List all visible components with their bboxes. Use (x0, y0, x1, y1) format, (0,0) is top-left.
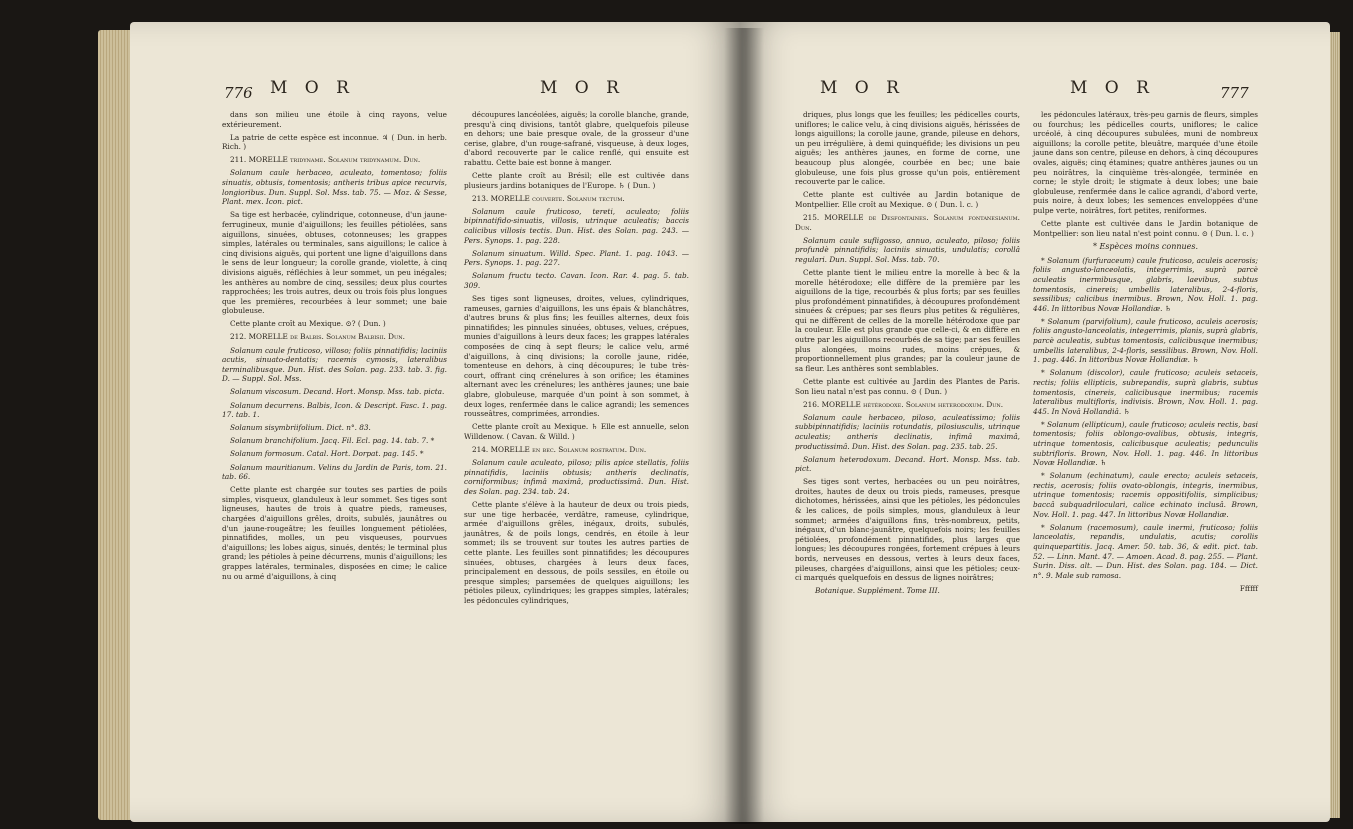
running-head-left-2: M O R (540, 78, 625, 98)
page-edges-right (1330, 32, 1340, 818)
right-column-2 (1033, 110, 1258, 597)
left-page (130, 22, 740, 822)
synonym: Solanum sinuatum. Willd. Spec. Plant. 1. pag. 1043. — Pers. Synops. 1. pag. 227. (464, 248, 689, 268)
right-page (740, 22, 1330, 822)
species-heading: 216. MORELLE hétérodoxe. Solanum heterodoxum. Dun. (803, 399, 1004, 409)
species-note: * Solanum (furfuraceum) caule fruticoso, aculeis acerosis; foliis angusto-lanceolatis, integerrimis, suprà parcè aculeatis inermibusque, glabris, laevibus, subtus tomentosis, cinereis; umbellis lateralibus, 2-4-floris, sessilibus; calicibus inermibus. Brown, Nov. Holl. 1. pag. 446. In littoribus Novæ Hollandiæ. ♄ (1033, 255, 1258, 313)
species-note: * Solanum (discolor), caule fruticoso; aculeis setaceis, rectis; foliis ellipticis, subrepandis, suprà glabris, subtus tomentosis, cinereis, calicibusque inermibus; racemis lateralibus multifloris, indivisis. Brown, Nov. Holl. 1. pag. 445. In Novâ Hollandiâ. ♄ (1033, 368, 1258, 416)
paragraph: découpures lancéolées, aiguës; la corolle blanche, grande, presqu'à cinq divisions, tantôt glabre, quelquefois pileuse en dehors; une baie presque ovale, de la grosseur d'une cerise, glabre, d'un rouge-safrané, visqueuse, à deux loges, d'abord recouverte par le calice renflé, qui ensuite est rabattu. Cette baie est bonne à manger. (464, 110, 689, 167)
paragraph: Cette plante est cultivée au Jardin des Plantes de Paris. Son lieu natal n'est pas connu. ⊙ ( Dun. ) (795, 376, 1020, 396)
paragraph: Cette plante croît au Mexique. ⊙? ( Dun. ) (230, 319, 386, 329)
synonym: Solanum caule aculeato, piloso; pilis apice stellatis, foliis pinnatifidis, laciniis obtusis; antheris declinatis, corniformibus; infimâ maximâ, productissimâ. Dun. Hist. des Solan. pag. 234. tab. 24. (464, 458, 689, 496)
species-note: * Solanum (ellipticum), caule fruticoso; aculeis rectis, basi tomentosis; foliis oblongo-ovalibus, obtusis, integris, utrinque tomentosis, calicibusque aculeatis; pedunculis subtrifloris. Brown, Nov. Holl. 1. pag. 446. In littoribus Novæ Hollandiæ. ♄ (1033, 419, 1258, 468)
paragraph: Cette plante croît au Brésil; elle est cultivée dans plusieurs jardins botaniques de l'Europe. ♄ ( Dun. ) (464, 171, 689, 190)
paragraph: Ses tiges sont vertes, herbacées ou un peu noirâtres, droites, hautes de deux ou trois pieds, rameuses, presque dichotomes, hérissées, ainsi que les pétioles, les pédoncules & les calices, de poils simples, mous, glanduleux à leur sommet; armées d'aiguillons fins, très-nombreux, petits, inégaux, d'un blanc-jaunâtre, quelquefois noirs; les feuilles pétiolées, profondément pinnatifides, plus larges que longues; les découpures rongées, fortement crépues à leurs bords, nerveuses en dessous, vertes à leurs deux faces, pileuses, chargées d'aiguillons, ainsi que les pétioles; ceux-ci marqués quelquefois en dessus de lignes noirâtres; (795, 477, 1020, 583)
paragraph: Cette plante s'élève à la hauteur de deux ou trois pieds, sur une tige herbacée, verdâtre, rameuse, cylindrique, armée d'aiguillons grêles, inégaux, droits, subulés, jaunâtres, & de poils longs, cendrés, en étoile à leur sommet; ils se trouvent sur toutes les autres parties de cette plante. Les feuilles sont pinnatifides; les découpures sinuées, obtuses, chargées à leurs deux faces, principalement en dessous, de poils sessiles, en étoile ou presque simples; parsemées de quelques aiguillons; les pétioles pileux, cylindriques; les grappes simples, latérales; les pédoncules cylindriques, (464, 499, 689, 605)
synonym: Solanum formosum. Catal. Hort. Dorpat. pag. 145. * (230, 449, 424, 459)
left-column-2 (464, 110, 689, 609)
species-note: * Solanum (parvifolium), caule fruticoso, aculeis acerosis; foliis angusto-lanceolatis, integerrimis, planis, suprà glabris, parcè aculeatis, subtus tomentosis, calicibusque inermibus; umbellis lateralibus, 2-4-floris, sessilibus. Brown, Nov. Holl. 1. pag. 446. In littoribus Novæ Hollandiæ. ♄ (1033, 316, 1258, 365)
species-note: * Solanum (echinatum), caule erecto; aculeis setaceis, rectis, acerosis; foliis ovato-oblongis, integris, inermibus, utrinque tomentosis; racemis oppositifoliis, simplicibus; baccâ subquadriloculari, calice echinato inclusâ. Brown, Nov. Holl. 1. pag. 447. In littoribus Novæ Hollandiæ. (1033, 471, 1258, 519)
running-head-right-1: M O R (820, 78, 905, 98)
synonym: Solanum caule fruticoso, villoso; foliis pinnatifidis; laciniis acutis, sinuato-dentatis; racemis cymosis, lateralibus terminalibusque. Dun. Hist. des Solan. pag. 233. tab. 3. fig. D. — Suppl. Sol. Mss. (222, 345, 447, 384)
species-heading: 214. MORELLE en bec. Solanum rostratum. Dun. (472, 445, 647, 454)
section-heading: * Espèces moins connues. (1092, 242, 1199, 252)
page-number-left: 776 (224, 84, 253, 102)
paragraph: Ses tiges sont ligneuses, droites, velues, cylindriques, rameuses, garnies d'aiguillons, les uns épais & blanchâtres, d'autres bruns & plus fins; les feuilles alternes, deux fois pinnatifides; les pinnules sinuées, obtuses, velues, crépues, munies d'aiguillons à leurs deux faces; les grappes latérales composées de cinq à sept fleurs; le calice velu, armé d'aiguillons, à cinq divisions; la corolle jaune, ridée, tomenteuse en dehors, à cinq découpures; le tube très-court, offrant cinq crénelures à son orifice; les étamines alternant avec les crénelures; les anthères jaunes; une baie glabre, globuleuse, marquée d'un point à son sommet, à deux loges, renfermée dans le calice agrandi; les semences rousseâtres, comprimées, arrondies. (464, 294, 689, 419)
synonym: Solanum branchifolium. Jacq. Fil. Ecl. pag. 14. tab. 7. * (230, 436, 435, 446)
paragraph: La patrie de cette espèce est inconnue. ♃ ( Dun. in herb. Rich. ) (222, 132, 447, 152)
paragraph: Sa tige est herbacée, cylindrique, cotonneuse, d'un jaune-ferrugineux, munie d'aiguillons; les feuilles pétiolées, sans aiguillons, sinuées, obtuses, cotonneuses; les grappes simples, latérales ou terminales, sans aiguillons; le calice à cinq divisions aiguës, qui portent une ligne d'aiguillons dans le sens de leur longueur; la corolle grande, violette, à cinq divisions aiguës, réfléchies à leur sommet, un peu inégales; les anthères au nombre de cinq, sessiles; deux plus courtes rapprochées; les trois autres, deux ou trois fois plus longues que les premières, recourbées à leur sommet; une baie globuleuse. (222, 210, 447, 316)
species-heading: 213. MORELLE couverte. Solanum tectum. (472, 193, 625, 203)
running-head-right-2: M O R (1070, 78, 1155, 98)
synonym: Solanum heterodoxum. Decand. Hort. Monsp. Mss. tab. pict. (795, 454, 1020, 474)
synonym: Solanum sisymbriifolium. Dict. n°. 83. (230, 423, 371, 433)
open-book (40, 8, 1340, 824)
species-heading: 212. MORELLE de Balbis. Solanum Balbisii. Dun. (230, 332, 405, 342)
synonym: Solanum viscosum. Decand. Hort. Monsp. Mss. tab. picta. (230, 387, 445, 397)
paragraph: dans son milieu une étoile à cinq rayons, velue extérieurement. (222, 110, 447, 129)
page-footer: Botanique. Supplément. Tome III. (815, 586, 940, 596)
synonym: Solanum caule fruticoso, tereti, aculeato; foliis bipinnatifido-sinuatis, villosis, utrinque aculeatis; baccis calicibus villosis tectis. Dun. Hist. des Solan. pag. 243. — Pers. Synops. 1. pag. 228. (464, 206, 689, 245)
synonym: Solanum fructu tecto. Cavan. Icon. Rar. 4. pag. 5. tab. 309. (464, 271, 689, 290)
synonym: Solanum mauritianum. Velins du Jardin de Paris, tom. 21. tab. 66. (222, 462, 447, 482)
signature-mark: Ffffff (1239, 583, 1258, 593)
right-column-1 (795, 110, 1020, 599)
page-number-right: 777 (1220, 84, 1249, 102)
left-column-1 (222, 110, 447, 585)
synonym: Solanum decurrens. Balbis, Icon. & Descript. Fasc. 1. pag. 17. tab. 1. (222, 400, 447, 420)
book-gutter (724, 28, 764, 824)
paragraph: Cette plante croît au Mexique. ♄ Elle est annuelle, selon Willdenow. ( Cavan. & Willd. ) (464, 422, 689, 441)
running-head-left-1: M O R (270, 78, 355, 98)
species-note: * Solanum (racemosum), caule inermi, fruticoso; foliis lanceolatis, repandis, undulatis, acutis; corollis quinquepartitis. Jacq. Amer. 50. tab. 36, & edit. pict. tab. 52. — Linn. Mant. 47. — Amoen. Acad. 8. pag. 255. — Plant. Surin. Diss. alt. — Dun. Hist. des Solan. pag. 184. — Dict. n°. 9. Male sub ramosa. (1033, 522, 1258, 580)
paragraph: Cette plante tient le milieu entre la morelle à bec & la morelle hétérodoxe; elle diffère de la première par les aiguillons de la tige, recourbés & plus forts; par ses feuilles plus profondément pinnatifides, à découpures profondément sinuées & crépues; par ses fleurs plus petites & régulières, qui ne diffèrent de celles de la morelle hétérodoxe que par la couleur. Elle est plus grande que celle-ci, & en diffère en outre par les aiguillons recourbés de sa tige; par ses feuilles plus alongées, moins rudes, moins crépues, & proportionnellement plus grandes; par la couleur jaune de sa fleur. Les anthères sont semblables. (795, 267, 1020, 373)
paragraph: les pédoncules latéraux, très-peu garnis de fleurs, simples ou fourchus; les pédicelles courts, uniflores; le calice urcéolé, à cinq découpures subulées, muni de nombreux aiguillons; la corolle petite, bleuâtre, marquée d'une étoile jaune dans son centre, pileuse en dehors, à cinq découpures ovales, aiguës; cinq étamines; quatre anthères jaunes ou un peu noirâtres, la cinquième très-alongée, terminée en corne; le style droit; le stigmate à deux lobes; une baie globuleuse, renfermée dans le calice agrandi, d'abord verte, puis noire, à deux lobes; les semences enveloppées d'une pulpe verte, noirâtres, fort petites, reniformes. (1033, 110, 1258, 215)
synonym: Solanum caule sufligosso, annuo, aculeato, piloso; foliis profundè pinnatifidis; laciniis sinuatis, undulatis; corollâ regulari. Dun. Suppl. Sol. Mss. tab. 70. (795, 235, 1020, 264)
paragraph: driques, plus longs que les feuilles; les pédicelles courts, uniflores; le calice velu, à cinq divisions aiguës, hérissées de longs aiguillons; la corolle jaune, grande, pileuse en dehors, un peu irrégulière, à demi quinquéfide; les divisions un peu aiguës; les anthères jaunes, en forme de corne, une beaucoup plus alongée, courbée en bec; une baie globuleuse, une fois plus grosse qu'un pois, entièrement recouverte par le calice. (795, 110, 1020, 187)
paragraph: Cette plante est cultivée au Jardin botanique de Montpellier. Elle croît au Mexique. ⊙ ( Dun. l. c. ) (795, 190, 1020, 209)
page-edges-left (98, 30, 132, 820)
species-heading: 211. MORELLE tridyname. Solanum tridynamum. Dun. (230, 155, 421, 165)
paragraph: Cette plante est chargée sur toutes ses parties de poils simples, visqueux, glanduleux à leur sommet. Ses tiges sont ligneuses, hautes de trois à quatre pieds, rameuses, chargées d'aiguillons grêles, droits, subulés, jaunâtres ou d'un jaune-rougeâtre; les feuilles longuement pétiolées, pinnatifides, molles, un peu visqueuses, pourvues d'aiguillons; les lobes aigus, sinués, dentés; le terminal plus grand; les pétioles à peine décurrens, munis d'aiguillons; les grappes latérales, terminales, disposées en cime; le calice nu ou armé d'aiguillons, à cinq (222, 485, 447, 581)
synonym: Solanum caule herbaceo, piloso, aculeatissimo; foliis subbipinnatifidis; laciniis rotundatis, pilosiusculis, utrinque aculeatis; antheris declinatis, infimâ maximâ, productissimâ. Dun. Hist. des Solan. pag. 235. tab. 25. (795, 412, 1020, 451)
paragraph: Cette plante est cultivée dans le Jardin botanique de Montpellier: son lieu natal n'est point connu. ⊙ ( Dun. l. c. ) (1033, 219, 1258, 238)
species-heading: 215. MORELLE de Desfontaines. Solanum fontanesianum. Dun. (795, 212, 1020, 232)
synonym: Solanum caule herbaceo, aculeato, tomentoso; foliis sinuatis, obtusis, tomentosis; antheris tribus apice recurvis, longioribus. Dun. Suppl. Sol. Mss. tab. 75. — Moz. & Sesse, Plant. mex. Icon. pict. (222, 168, 447, 207)
